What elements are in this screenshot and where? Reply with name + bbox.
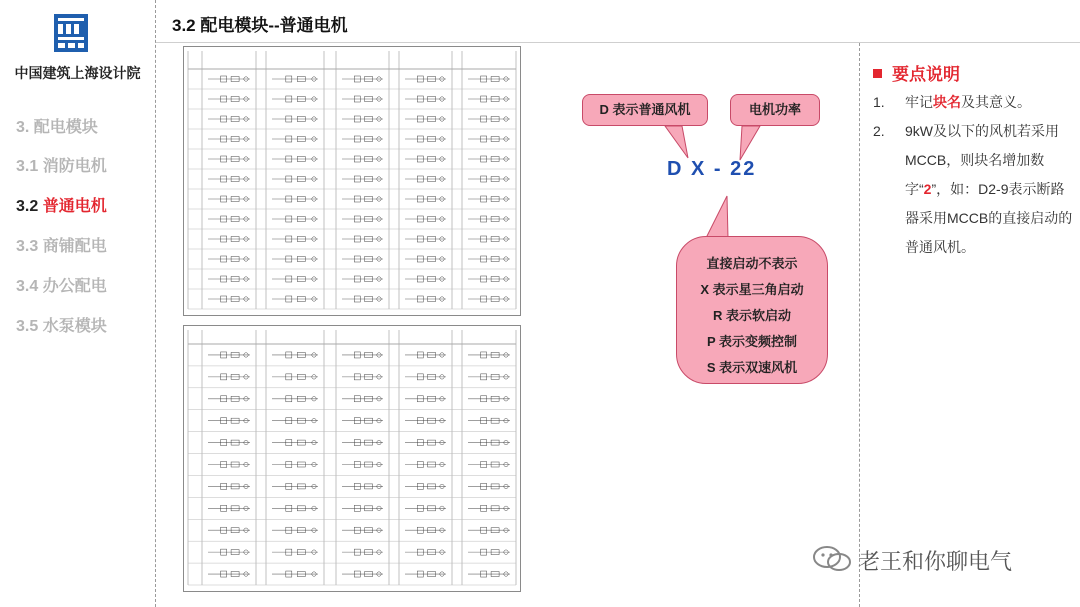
key-point-text: 9kW及以下的风机若采用MCCB，则块名增加数字“ (905, 123, 1059, 197)
block-name-formula: D X - 22 (667, 158, 757, 180)
header-bar (156, 0, 1080, 43)
schematic-drawing-1 (183, 46, 521, 316)
sidebar-item-power-distribution[interactable]: 3. 配电模块 (16, 119, 98, 136)
sidebar-item-label: 普通电机 (42, 198, 107, 215)
sidebar-item-office-distribution[interactable]: 3.4 办公配电 (16, 278, 107, 295)
wechat-icon (812, 545, 852, 579)
key-points-title-text: 要点说明 (892, 65, 960, 84)
callout-d-fan: D 表示普通风机 (582, 94, 708, 126)
callout-motor-power: 电机功率 (730, 94, 820, 126)
key-point-item (873, 88, 1078, 117)
key-point-highlight: 2 (923, 181, 932, 197)
start-direct: 直接启动不表示 (706, 256, 798, 271)
key-point-text: 及其意义。 (961, 94, 1031, 110)
start-vfd: P 表示变频控制 (706, 334, 798, 349)
sidebar-item-fire-motor[interactable]: 3.1 消防电机 (16, 158, 107, 175)
key-point-text: 牢记 (905, 94, 933, 110)
key-point-highlight: 块名 (933, 94, 961, 110)
key-point-text: ”，如：D2-9表示断路器采用MCCB的直接启动的普通风机。 (905, 181, 1073, 255)
key-point-number: 2. (873, 123, 885, 139)
key-point-number: 1. (873, 94, 885, 110)
callout-start-method (676, 236, 828, 384)
sidebar-item-normal-motor[interactable] (16, 193, 107, 216)
sidebar (0, 0, 156, 607)
start-two-speed: S 表示双速风机 (706, 360, 798, 375)
key-point-item (873, 117, 1078, 262)
watermark-text: 老王和你聊电气 (858, 549, 1013, 574)
page-title: 3.2 配电模块--普通电机 (172, 16, 348, 35)
cscec-logo (54, 14, 88, 52)
start-star-delta: X 表示星三角启动 (700, 282, 804, 297)
bullet-square-icon (873, 69, 882, 78)
schematic-drawing-2 (183, 325, 521, 592)
sidebar-item-prefix: 3.2 (16, 198, 43, 215)
watermark (812, 545, 1012, 579)
key-points-list (873, 88, 1078, 262)
sidebar-item-shop-distribution[interactable]: 3.3 商铺配电 (16, 238, 107, 255)
org-name: 中国建筑上海设计院 (14, 65, 141, 81)
key-points-title (873, 60, 960, 85)
divider (859, 43, 860, 607)
sidebar-item-pump-module[interactable]: 3.5 水泵模块 (16, 318, 107, 335)
start-soft: R 表示软启动 (712, 308, 791, 323)
